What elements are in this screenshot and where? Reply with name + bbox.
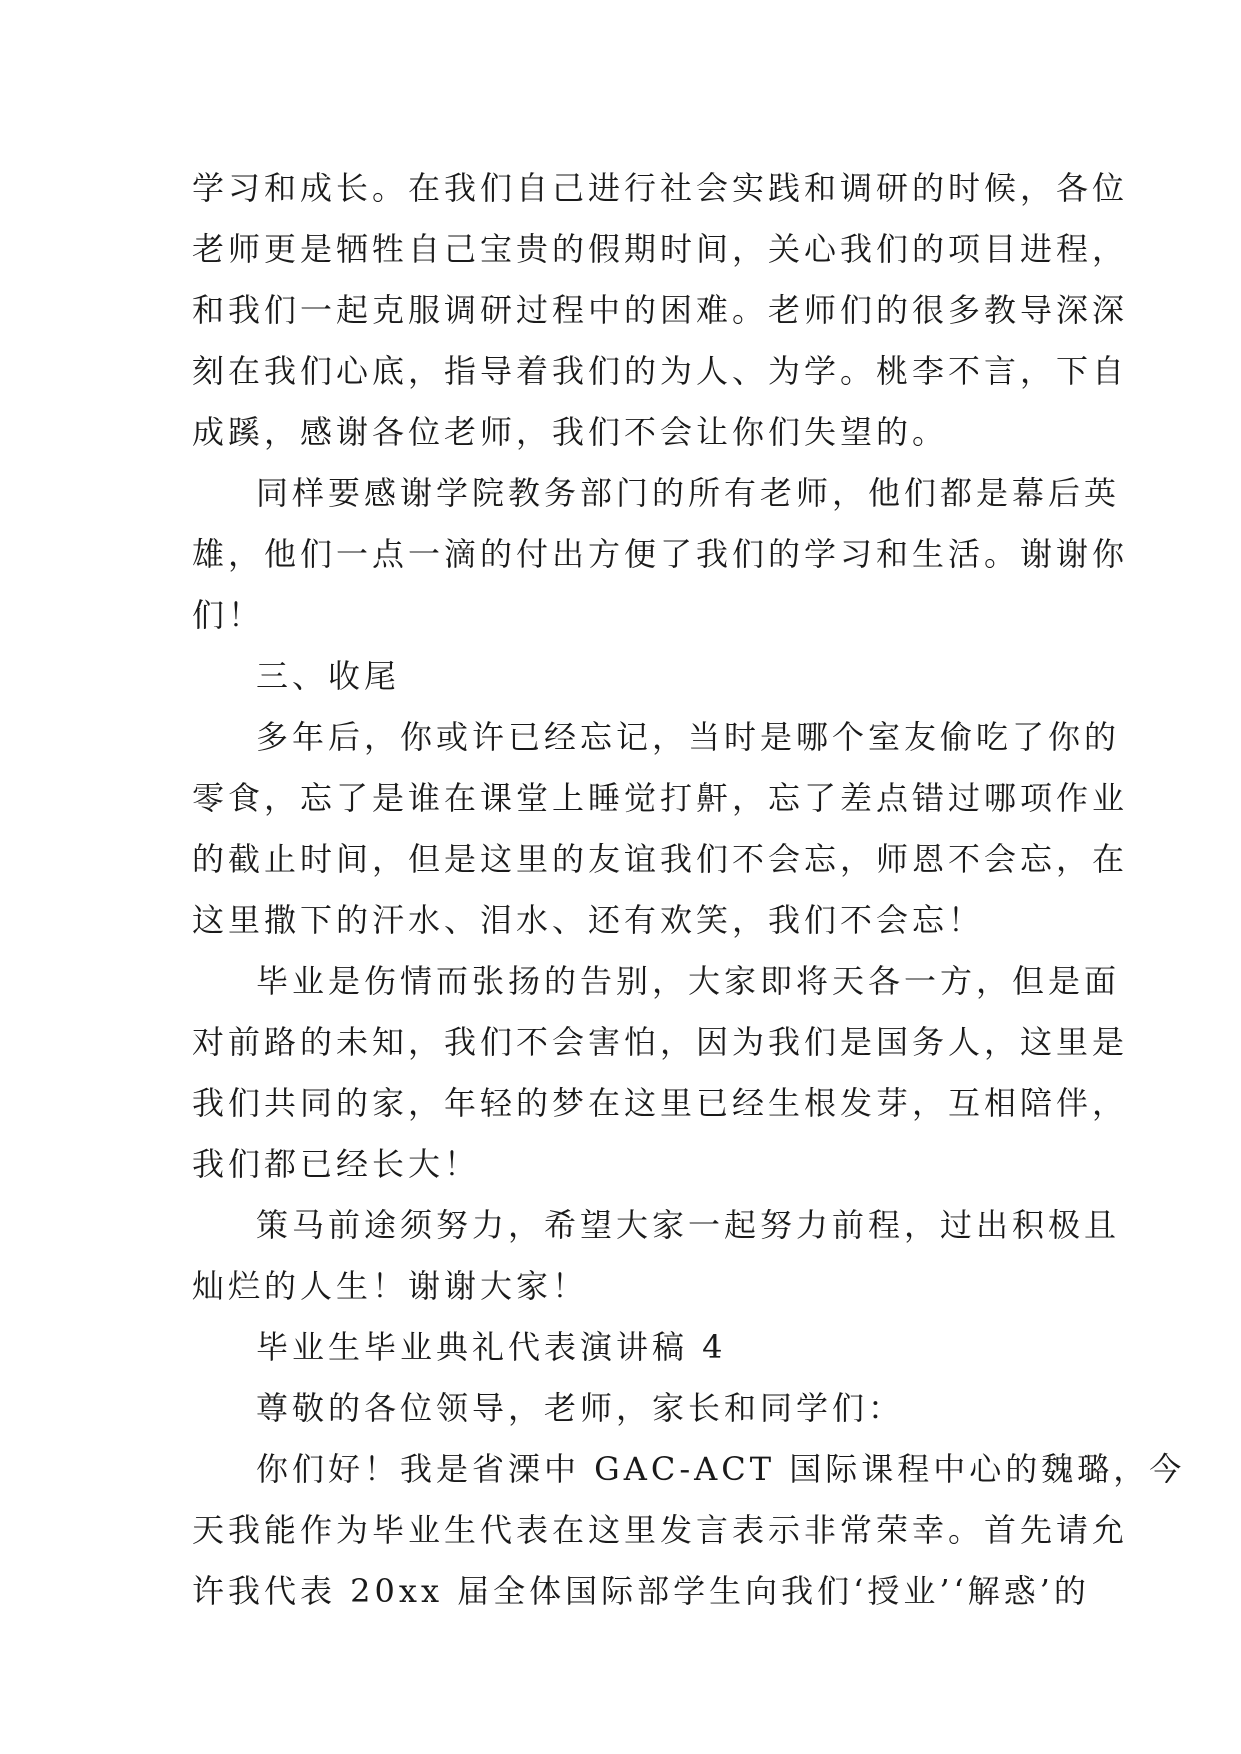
text-line: 零食，忘了是谁在课堂上睡觉打鼾，忘了差点错过哪项作业 [192, 779, 1129, 817]
text-line: 同样要感谢学院教务部门的所有老师，他们都是幕后英 [256, 474, 1121, 512]
paragraph-4 [192, 707, 1129, 951]
text-line: 毕业生毕业典礼代表演讲稿 4 [256, 1328, 727, 1366]
text-line: 刻在我们心底，指导着我们的为人、为学。桃李不言，下自 [192, 352, 1129, 390]
document-body [192, 158, 1186, 1622]
text-line: 许我代表 20xx 届全体国际部学生向我们‘授业’‘解惑’的 [192, 1572, 1090, 1610]
salutation [192, 1378, 1062, 1439]
text-line: 这里撒下的汗水、泪水、还有欢笑，我们不会忘！ [192, 901, 985, 939]
text-line: 学习和成长。在我们自己进行社会实践和调研的时候，各位 [192, 169, 1129, 207]
text-line: 的截止时间，但是这里的友谊我们不会忘，师恩不会忘，在 [192, 840, 1129, 878]
paragraph-2 [192, 463, 1129, 646]
paragraph-1 [192, 158, 1129, 463]
paragraph-6 [192, 1195, 1121, 1317]
text-line: 天我能作为毕业生代表在这里发言表示非常荣幸。首先请允 [192, 1511, 1129, 1549]
text-line: 你们好！我是省溧中 GAC-ACT 国际课程中心的魏璐，今 [256, 1450, 1186, 1488]
text-line: 我们共同的家，年轻的梦在这里已经生根发芽，互相陪伴， [192, 1084, 1129, 1122]
text-line: 和我们一起克服调研过程中的困难。老师们的很多教导深深 [192, 291, 1129, 329]
paragraph-9 [192, 1439, 1186, 1622]
text-line: 策马前途须努力，希望大家一起努力前程，过出积极且 [256, 1206, 1121, 1244]
text-line: 灿烂的人生！谢谢大家！ [192, 1267, 589, 1305]
text-line: 毕业是伤情而张扬的告别，大家即将天各一方，但是面 [256, 962, 1121, 1000]
text-line: 尊敬的各位领导，老师，家长和同学们： [256, 1389, 905, 1427]
text-line: 们！ [192, 596, 265, 634]
text-line: 三、收尾 [256, 657, 401, 695]
paragraph-5 [192, 951, 1129, 1195]
text-line: 对前路的未知，我们不会害怕，因为我们是国务人，这里是 [192, 1023, 1129, 1061]
text-line: 雄，他们一点一滴的付出方便了我们的学习和生活。谢谢你 [192, 535, 1129, 573]
section-heading [192, 646, 1062, 707]
text-line: 老师更是牺牲自己宝贵的假期时间，关心我们的项目进程， [192, 230, 1129, 268]
text-line: 成蹊，感谢各位老师，我们不会让你们失望的。 [192, 413, 949, 451]
text-line: 我们都已经长大！ [192, 1145, 481, 1183]
text-line: 多年后，你或许已经忘记，当时是哪个室友偷吃了你的 [256, 718, 1121, 756]
speech-title [192, 1317, 1062, 1378]
